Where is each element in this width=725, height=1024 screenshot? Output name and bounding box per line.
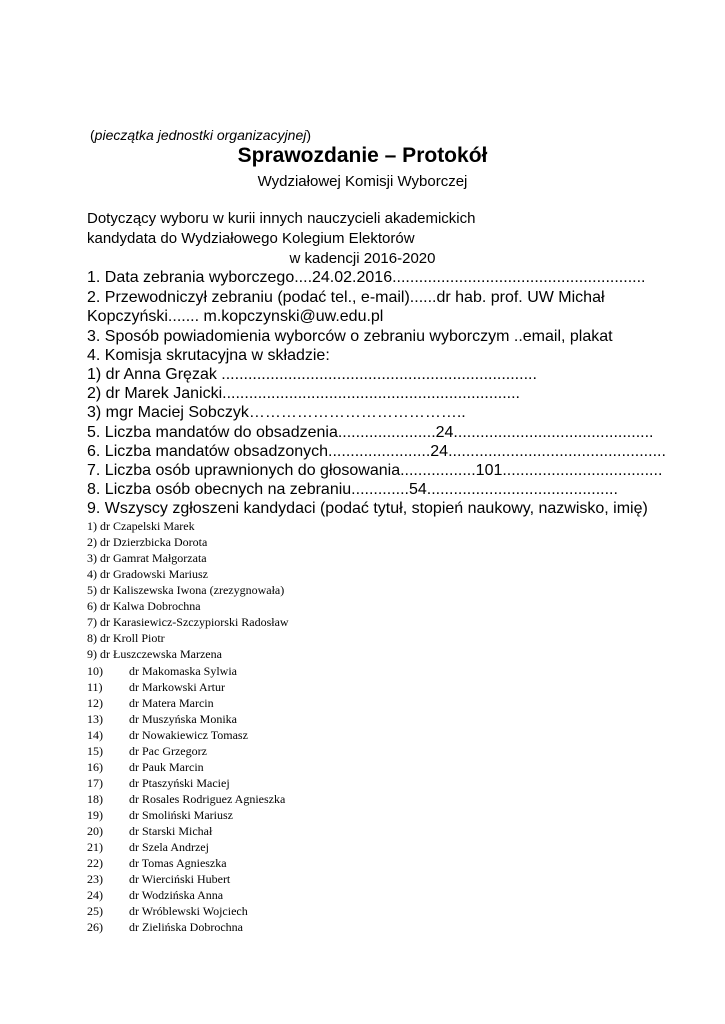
item-candidates-header: 9. Wszyscy zgłoszeni kandydaci (podać tytuł, stopień naukowy, nazwisko, imię) — [87, 500, 648, 517]
item-eligible-voters: 7. Liczba osób uprawnionych do głosowania.................101.................................... — [87, 462, 663, 479]
candidate-name: dr Wierciński Hubert — [129, 872, 231, 886]
intro-line-1: Dotyczący wyboru w kurii innych nauczycieli akademickich — [87, 210, 476, 227]
candidate-num: 13) — [87, 712, 103, 726]
candidate-name: dr Ptaszyński Maciej — [129, 776, 230, 790]
candidate-num: 16) — [87, 760, 103, 774]
candidate-name: dr Szela Andrzej — [129, 840, 209, 854]
candidate-26 — [87, 920, 487, 934]
candidate-name: dr Makomaska Sylwia — [129, 664, 237, 678]
candidate-num: 19) — [87, 808, 103, 822]
item-notification: 3. Sposób powiadomienia wyborców o zebraniu wyborczym ..email, plakat — [87, 328, 613, 345]
stamp-open-paren: ( — [90, 127, 95, 143]
candidate-1: 1) dr Czapelski Marek — [87, 519, 195, 533]
candidate-num: 10) — [87, 664, 103, 678]
candidate-19 — [87, 808, 487, 822]
candidate-2: 2) dr Dzierzbicka Dorota — [87, 535, 208, 549]
candidate-8: 8) dr Kroll Piotr — [87, 631, 165, 645]
candidate-num: 22) — [87, 856, 103, 870]
organization-stamp-caption — [90, 127, 311, 143]
candidate-num: 26) — [87, 920, 103, 934]
candidate-name: dr Pauk Marcin — [129, 760, 204, 774]
candidate-name: dr Starski Michał — [129, 824, 213, 838]
committee-member-3: 3) mgr Maciej Sobczyk………………………………….. — [87, 404, 466, 421]
candidate-25 — [87, 904, 487, 918]
candidate-num: 11) — [87, 680, 103, 694]
candidate-name: dr Muszyńska Monika — [129, 712, 237, 726]
candidate-15 — [87, 744, 487, 758]
candidate-name: dr Tomas Agnieszka — [129, 856, 227, 870]
candidate-7: 7) dr Karasiewicz-Szczypiorski Radosław — [87, 615, 289, 629]
candidate-22 — [87, 856, 487, 870]
item-chairman: 2. Przewodniczył zebraniu (podać tel., e-mail)......dr hab. prof. UW Michał — [87, 289, 605, 306]
candidate-20 — [87, 824, 487, 838]
committee-member-1: 1) dr Anna Gręzak ....................................................................... — [87, 366, 537, 383]
candidate-name: dr Wróblewski Wojciech — [129, 904, 248, 918]
candidate-23 — [87, 872, 487, 886]
item-present-voters: 8. Liczba osób obecnych na zebraniu.............54........................................... — [87, 481, 618, 498]
intro-line-2: kandydata do Wydziałowego Kolegium Elektorów — [87, 230, 415, 247]
item-mandates-filled: 6. Liczba mandatów obsadzonych.......................24................................................. — [87, 443, 666, 460]
item-chairman-cont: Kopczyński....... m.kopczynski@uw.edu.pl — [87, 308, 384, 325]
candidate-name: dr Wodzińska Anna — [129, 888, 224, 902]
candidate-name: dr Markowski Artur — [129, 680, 225, 694]
candidate-24 — [87, 888, 487, 902]
item-committee: 4. Komisja skrutacyjna w składzie: — [87, 347, 330, 364]
candidate-name: dr Rosales Rodriguez Agnieszka — [129, 792, 286, 806]
candidate-num: 15) — [87, 744, 103, 758]
committee-member-2: 2) dr Marek Janicki................................................................... — [87, 385, 520, 402]
stamp-close-paren: ) — [306, 127, 312, 143]
candidate-name: dr Zielińska Dobrochna — [129, 920, 243, 934]
candidate-num: 25) — [87, 904, 103, 918]
candidate-num: 23) — [87, 872, 103, 886]
candidate-name: dr Matera Marcin — [129, 696, 214, 710]
intro-cadence: w kadencji 2016-2020 — [289, 250, 436, 267]
candidate-num: 17) — [87, 776, 103, 790]
candidate-name: dr Nowakiewicz Tomasz — [129, 728, 248, 742]
candidate-4: 4) dr Gradowski Mariusz — [87, 567, 208, 581]
candidate-21 — [87, 840, 487, 854]
candidate-3: 3) dr Gamrat Małgorzata — [87, 551, 207, 565]
candidate-num: 24) — [87, 888, 103, 902]
candidate-13 — [87, 712, 487, 726]
candidate-16 — [87, 760, 487, 774]
candidate-12 — [87, 696, 487, 710]
candidate-14 — [87, 728, 487, 742]
candidate-name: dr Smoliński Mariusz — [129, 808, 233, 822]
item-meeting-date: 1. Data zebrania wyborczego....24.02.2016......................................................... — [87, 269, 646, 286]
candidate-10 — [87, 664, 487, 678]
candidate-num: 18) — [87, 792, 103, 806]
document-subtitle: Wydziałowej Komisji Wyborczej — [257, 173, 468, 190]
candidate-name: dr Pac Grzegorz — [129, 744, 207, 758]
candidate-6: 6) dr Kalwa Dobrochna — [87, 599, 201, 613]
candidate-num: 14) — [87, 728, 103, 742]
document-title: Sprawozdanie – Protokół — [237, 144, 488, 167]
stamp-text: pieczątka jednostki organizacyjnej — [94, 127, 307, 143]
candidate-9: 9) dr Łuszczewska Marzena — [87, 647, 222, 661]
candidate-num: 21) — [87, 840, 103, 854]
candidate-11 — [87, 680, 487, 694]
candidate-18 — [87, 792, 487, 806]
candidate-17 — [87, 776, 487, 790]
candidate-5: 5) dr Kaliszewska Iwona (zrezygnowała) — [87, 583, 285, 597]
candidate-num: 12) — [87, 696, 103, 710]
candidate-num: 20) — [87, 824, 103, 838]
item-mandates-to-fill: 5. Liczba mandatów do obsadzenia......................24............................................. — [87, 424, 654, 441]
